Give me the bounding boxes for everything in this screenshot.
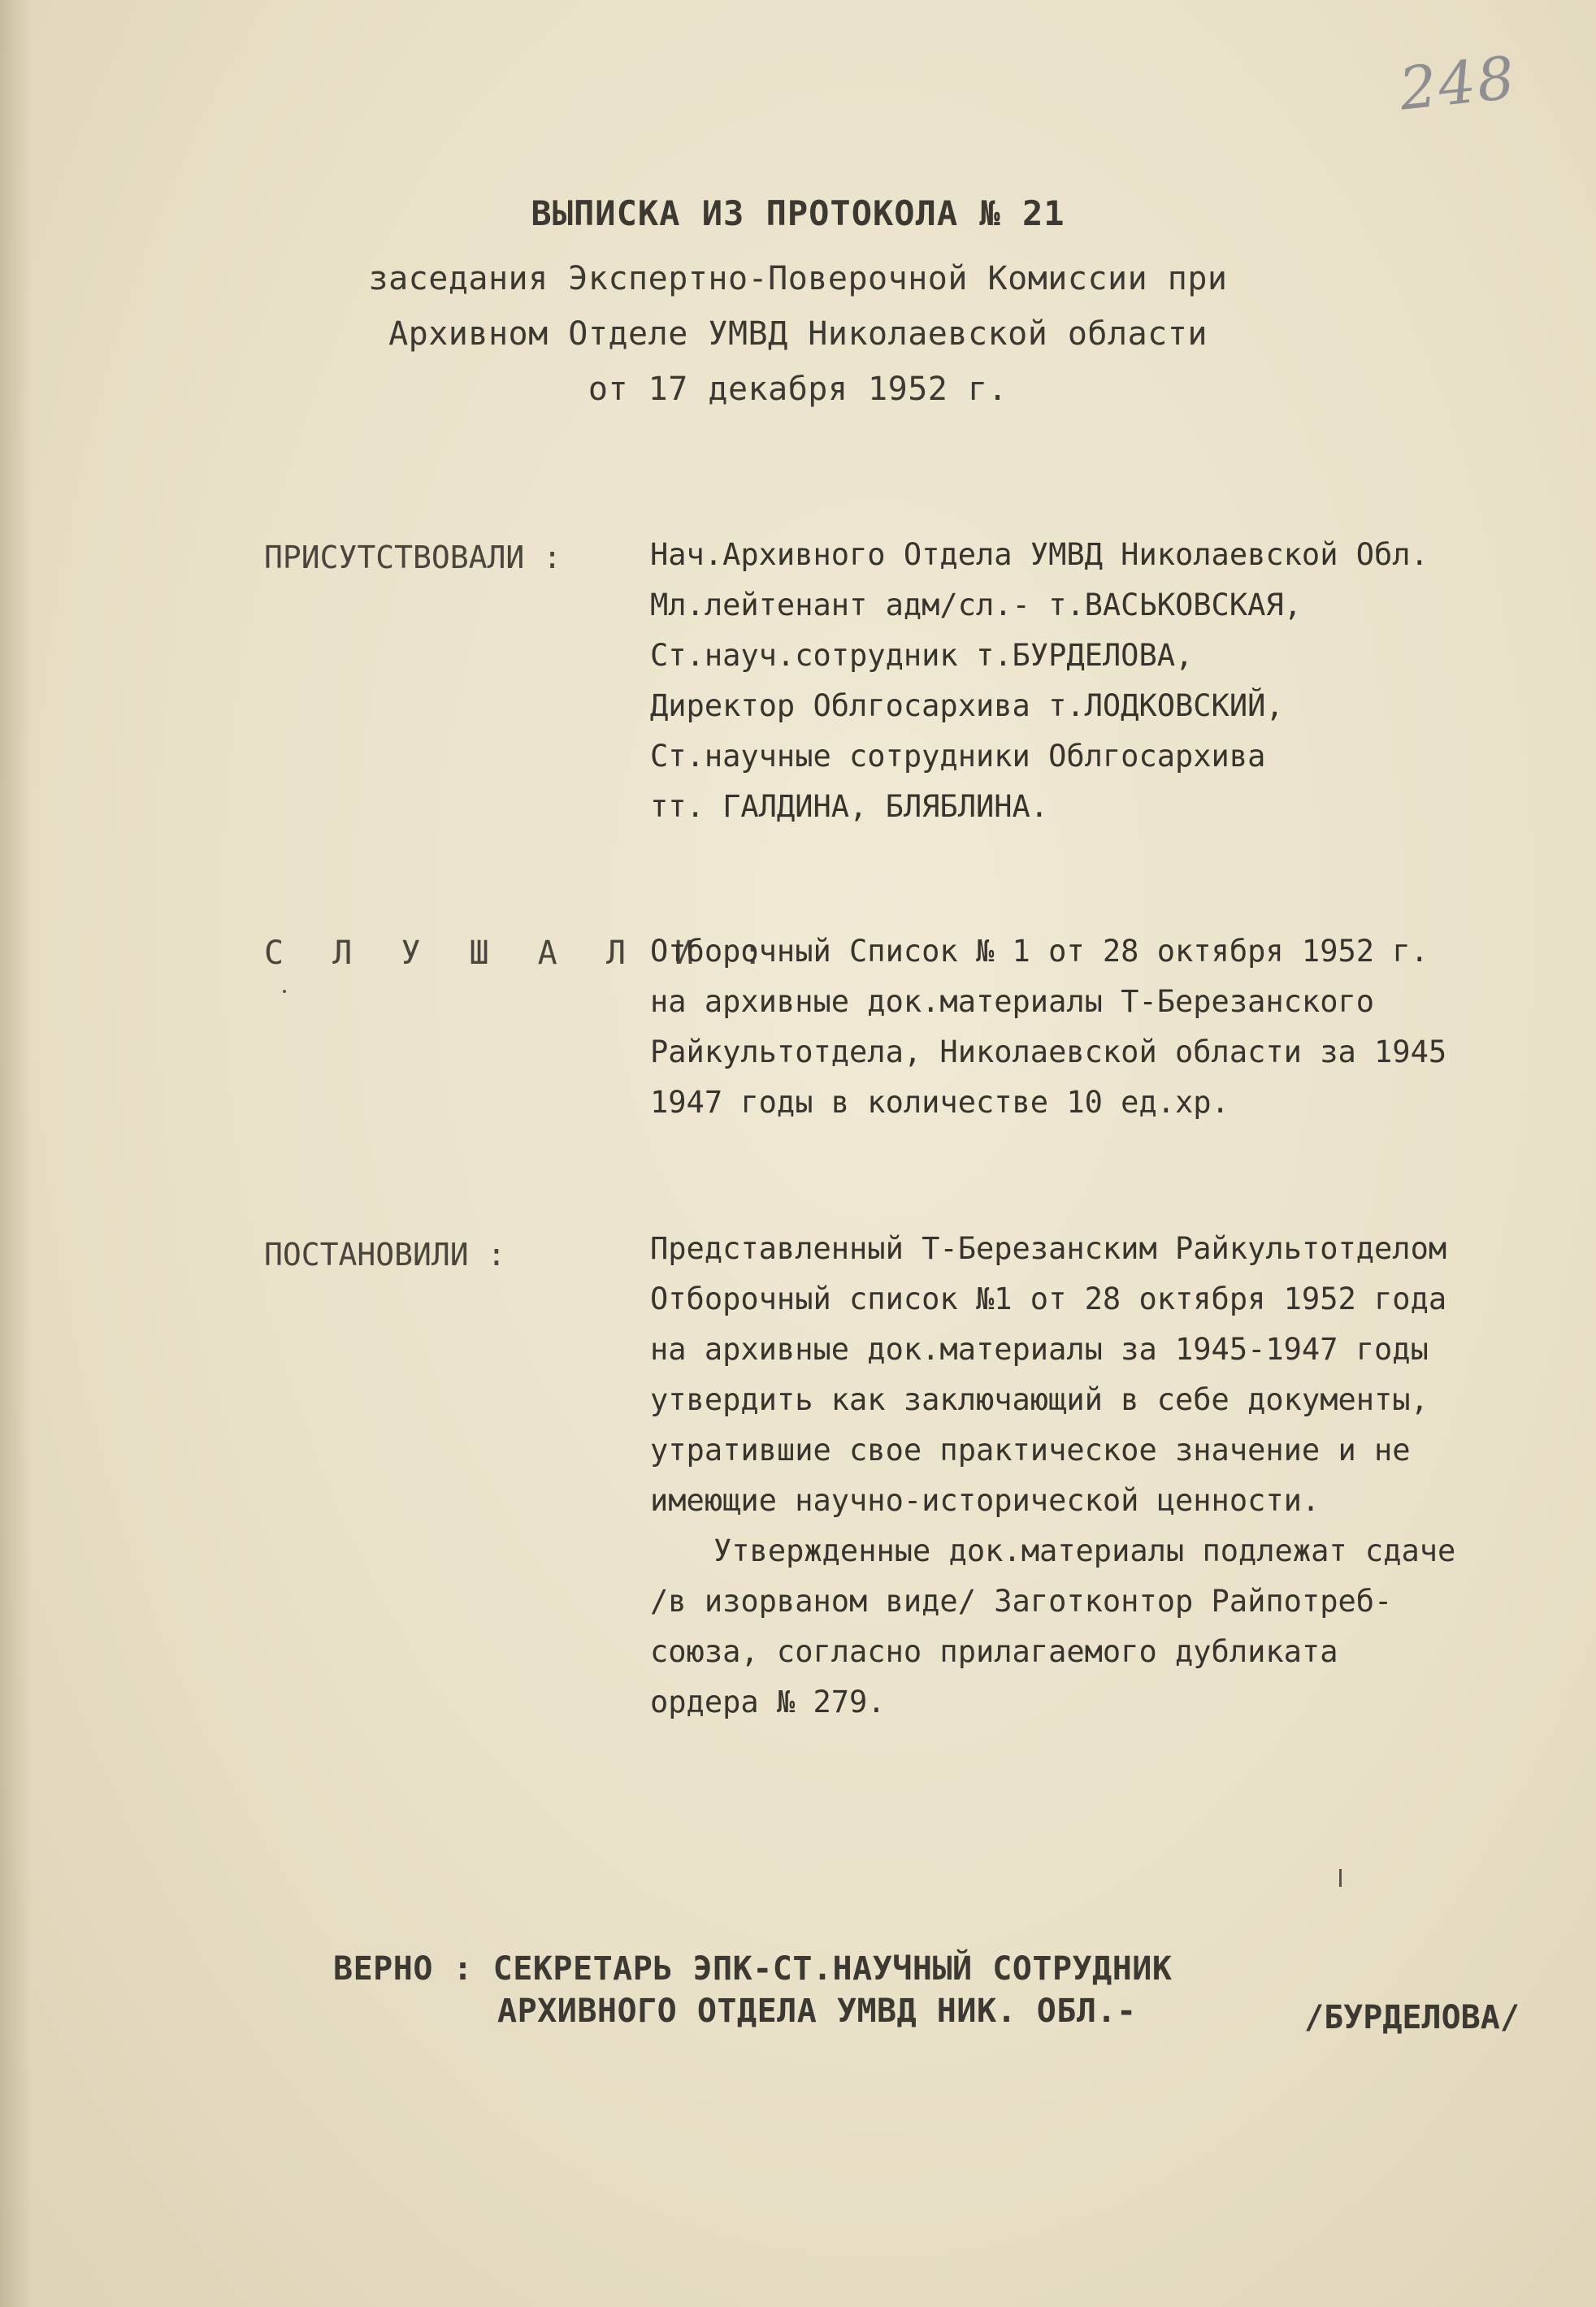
heard-label: С Л У Ш А Л И :: [264, 935, 778, 972]
resolved-paragraph2-line: Утвержденные док.материалы подлежат сдаче: [713, 1533, 1456, 1568]
heard-block: [650, 926, 1446, 1128]
resolved-line: имеющие научно-исторической ценности.: [650, 1483, 1321, 1518]
heard-line: 1947 годы в количестве 10 ед.хр.: [650, 1085, 1230, 1120]
resolved-line: утвердить как заключающий в себе документы,: [650, 1382, 1429, 1417]
resolved-paragraph2-line: союза, согласно прилагаемого дубликата: [650, 1634, 1338, 1669]
handwritten-page-number: 248: [1396, 43, 1520, 124]
present-line: тт. ГАЛДИНА, БЛЯБЛИНА.: [650, 789, 1049, 824]
subtitle-line-1: заседания Экспертно-Поверочной Комиссии при: [368, 260, 1228, 297]
resolved-label: ПОСТАНОВИЛИ :: [264, 1237, 506, 1273]
present-line: Нач.Архивного Отдела УМВД Николаевской Обл.: [650, 537, 1429, 572]
subtitle-line-3: от 17 декабря 1952 г.: [588, 371, 1008, 408]
footer-department-line: АРХИВНОГО ОТДЕЛА УМВД НИК. ОБЛ.-: [497, 1993, 1137, 2030]
signature-name: /БУРДЕЛОВА/: [1304, 1999, 1520, 2036]
resolved-line: Представленный Т-Березанским Райкультотделом: [650, 1231, 1447, 1266]
document-title: ВЫПИСКА ИЗ ПРОТОКОЛА № 21: [531, 193, 1065, 233]
resolved-block: [650, 1224, 1455, 1728]
resolved-line: на архивные док.материалы за 1945-1947 годы: [650, 1332, 1429, 1367]
heard-line: Райкультотдела, Николаевской области за 1945: [650, 1034, 1447, 1069]
footer-certification-line: ВЕРНО : СЕКРЕТАРЬ ЭПК-СТ.НАУЧНЫЙ СОТРУДНИК: [333, 1950, 1173, 1988]
paper-mark: [1339, 1869, 1342, 1887]
resolved-paragraph2-line: /в изорваном виде/ Заготконтор Райпотреб-: [650, 1584, 1393, 1619]
subtitle-line-2: Архивном Отделе УМВД Николаевской области: [388, 315, 1208, 353]
heard-line: на архивные док.материалы Т-Березанского: [650, 984, 1375, 1019]
paper-mark: [283, 990, 286, 993]
resolved-line: утратившие свое практическое значение и не: [650, 1433, 1411, 1468]
present-line: Ст.научные сотрудники Облгосархива: [650, 739, 1266, 774]
resolved-line: Отборочный список №1 от 28 октября 1952 года: [650, 1281, 1447, 1316]
present-block: [650, 530, 1429, 832]
heard-line: Отборочный Список № 1 от 28 октября 1952 г.: [650, 934, 1429, 969]
present-line: Ст.науч.сотрудник т.БУРДЕЛОВА,: [650, 638, 1194, 673]
present-label: ПРИСУТСТВОВАЛИ :: [264, 540, 562, 575]
resolved-paragraph2-line: ордера № 279.: [650, 1685, 886, 1719]
present-line: Директор Облгосархива т.ЛОДКОВСКИЙ,: [650, 688, 1284, 723]
present-line: Мл.лейтенант адм/сл.- т.ВАСЬКОВСКАЯ,: [650, 588, 1302, 622]
